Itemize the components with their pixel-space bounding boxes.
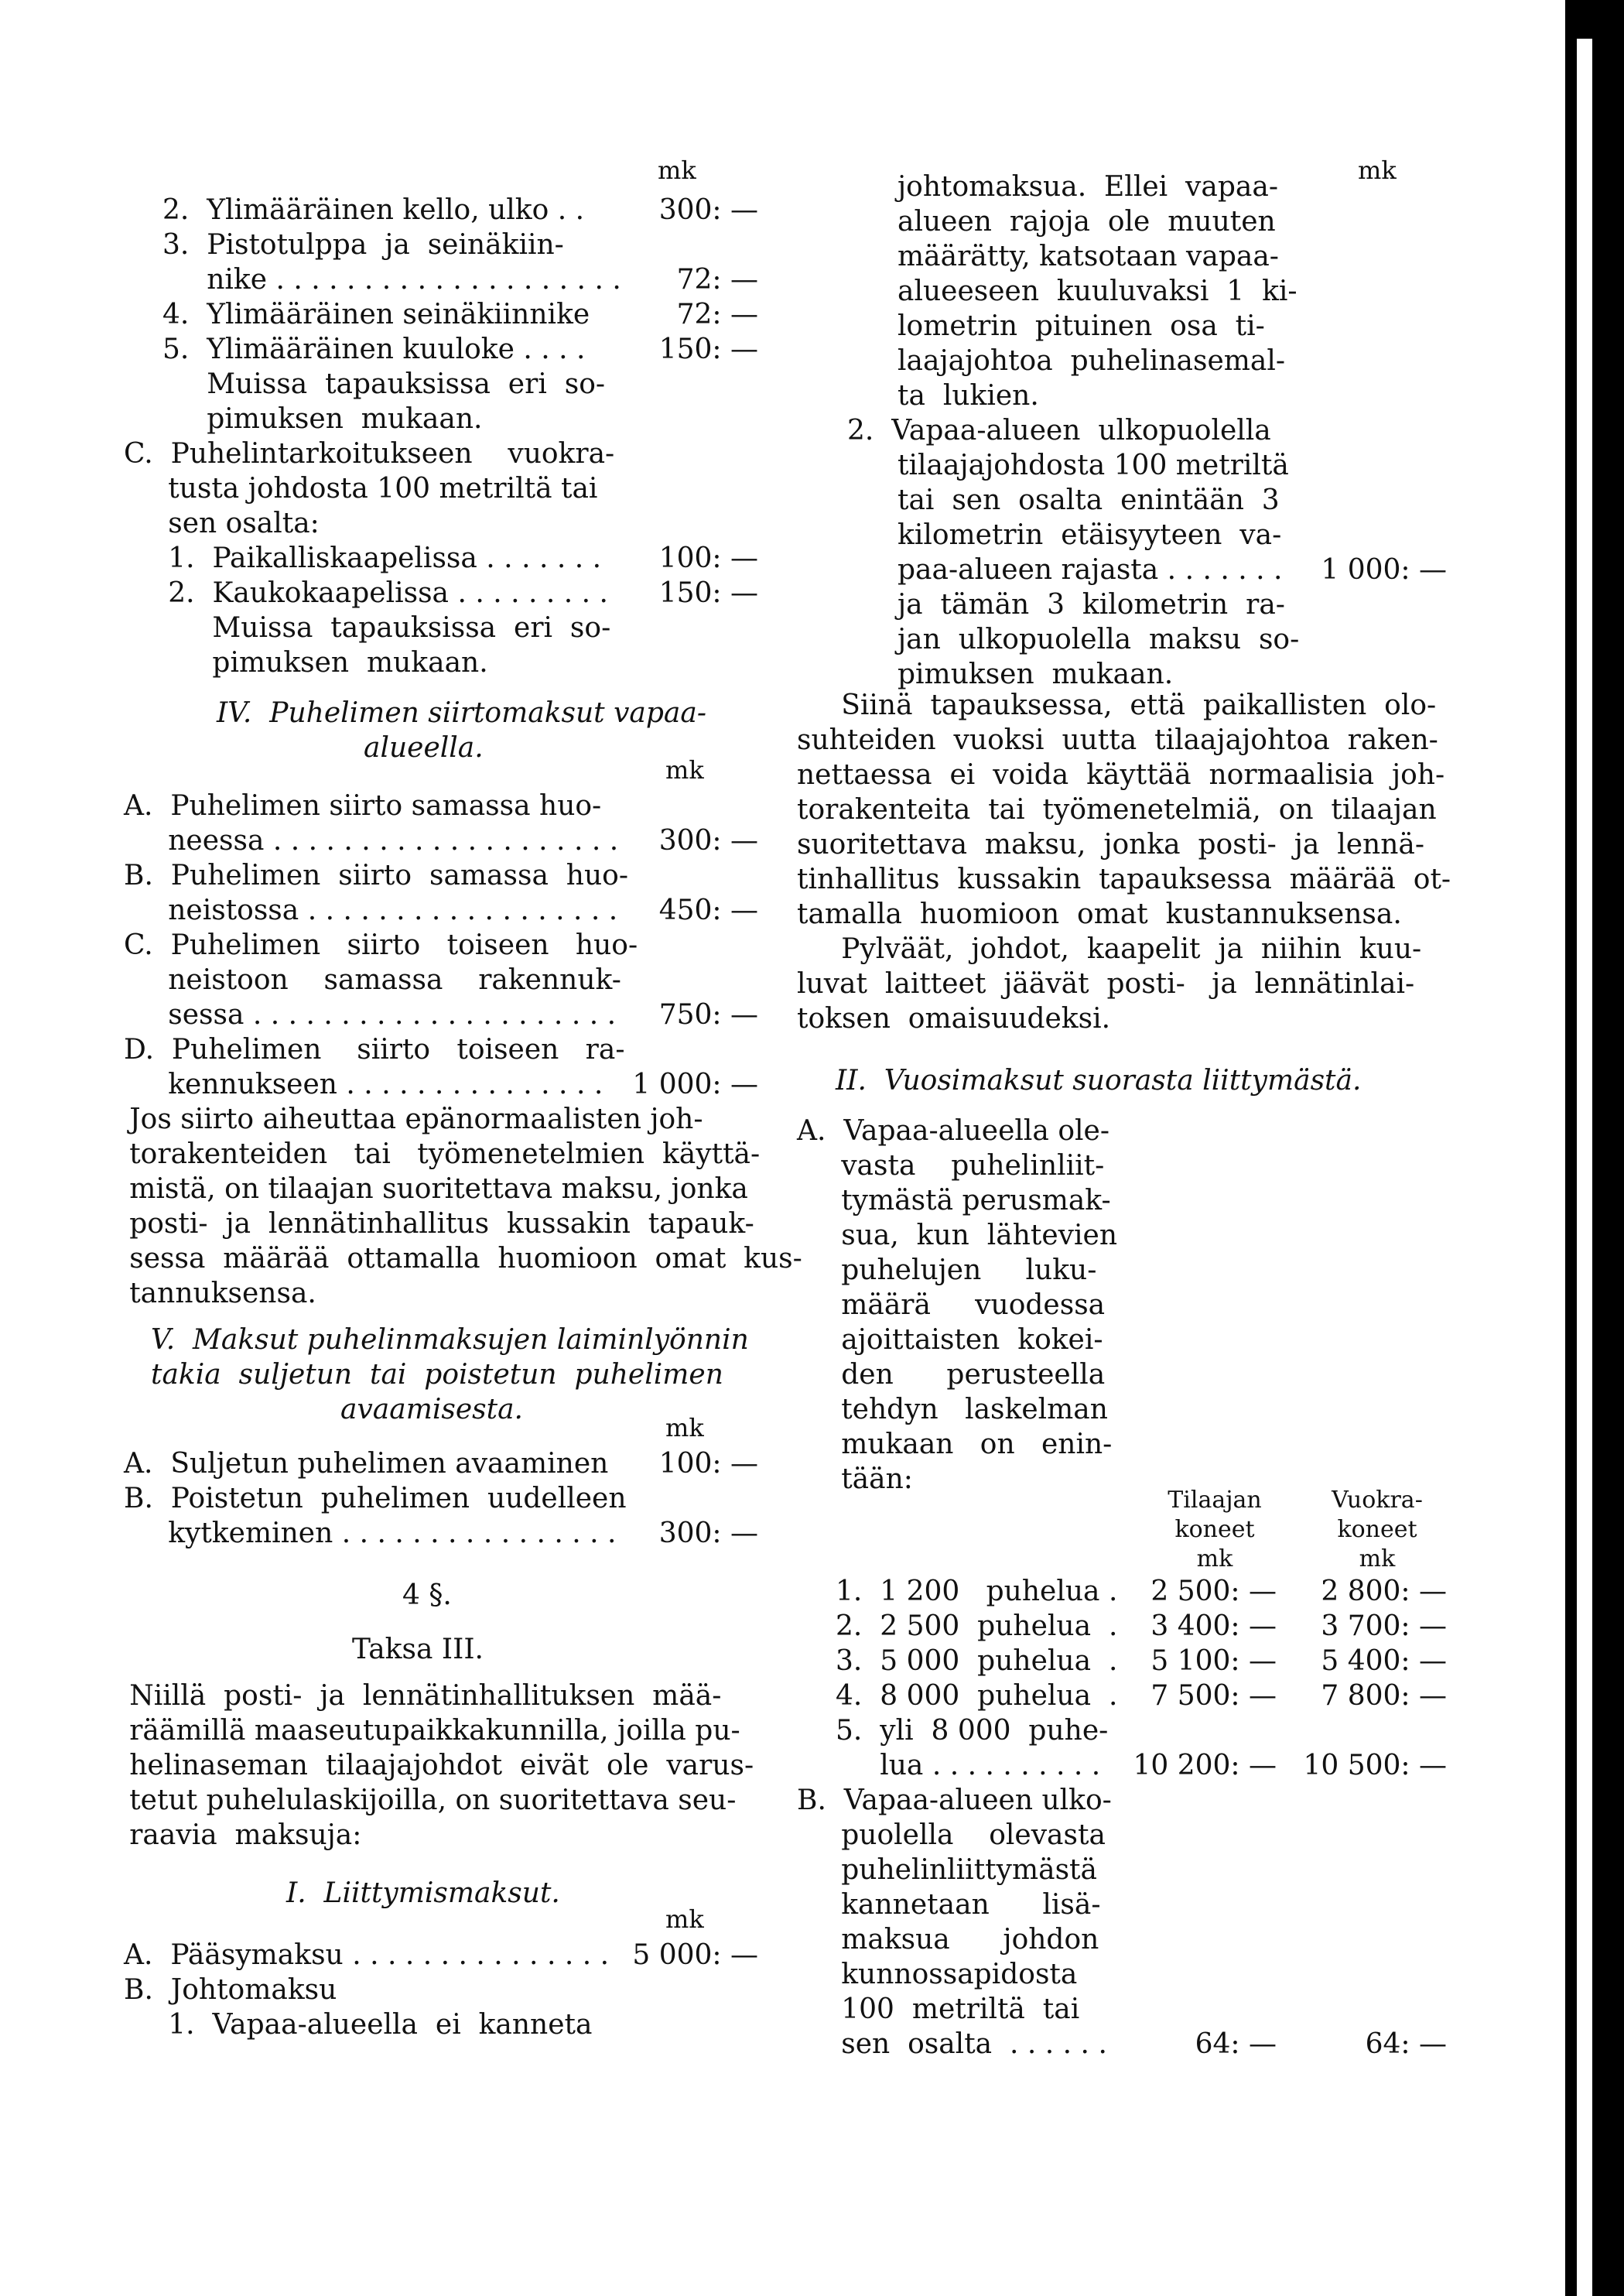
paragraph-line: tetut puhelulaskijoilla, on suoritettava seu-	[85, 1784, 737, 1816]
text-line: tehdyn laskelman	[797, 1394, 1108, 1425]
text-line: sua, kun lähtevien	[797, 1220, 1118, 1251]
text-line: Muissa tapauksissa eri so-	[124, 612, 611, 644]
paragraph-line: mistä, on tilaajan suoritettava maksu, jonka	[85, 1173, 748, 1205]
paragraph-line: Niillä posti- ja lennätinhallituksen mää-	[85, 1680, 722, 1712]
table-cell: 7 800: —	[1321, 1680, 1447, 1712]
text-line: 1. Vapaa-alueella ei kanneta	[124, 2009, 593, 2041]
table-cell: 3 400: —	[1150, 1610, 1277, 1642]
amount: 72: —	[676, 264, 758, 296]
text-line: määrätty, katsotaan vapaa-	[897, 241, 1279, 272]
column-header-tilaajan	[1137, 1486, 1292, 1574]
paragraph-line: torakenteita tai työmenetelmiä, on tilaajan	[797, 794, 1437, 826]
table-cell: 5 100: —	[1150, 1645, 1277, 1677]
paragraph-line: tinhallitus kussakin tapauksessa määrää ot-	[797, 864, 1451, 895]
table-row-label: 3. 5 000 puhelua .	[836, 1645, 1118, 1677]
paragraph-line: luvat laitteet jäävät posti- ja lennätinlai-	[797, 968, 1415, 1000]
text-line: sen osalta . . . . . .	[797, 2028, 1107, 2060]
text-line: puhelinliittymästä	[797, 1854, 1097, 1886]
text-line: nike . . . . . . . . . . . . . . . . . . . .	[162, 264, 621, 296]
table-cell: 10 200: —	[1133, 1750, 1277, 1781]
paragraph-line: toksen omaisuudeksi.	[797, 1003, 1111, 1035]
text-line: tymästä perusmak-	[797, 1185, 1111, 1216]
section-heading: I. Liittymismaksut.	[286, 1877, 560, 1909]
amount: 300: —	[658, 194, 758, 226]
text-line: tilaajajohdosta 100 metriltä	[897, 450, 1289, 481]
text-line: kunnossapidosta	[797, 1959, 1078, 1990]
mk-unit-header: mk	[658, 156, 696, 185]
column-header-line: mk	[1196, 1545, 1233, 1572]
table-row-label: 4. 8 000 puhelua .	[836, 1680, 1118, 1712]
section-heading: V. Maksut puhelinmaksujen laiminlyönnin	[151, 1324, 749, 1356]
table-row-label: 2. 2 500 puhelua .	[836, 1610, 1118, 1642]
table-cell: 10 500: —	[1303, 1750, 1447, 1781]
text-line: kannetaan lisä-	[797, 1889, 1101, 1921]
paragraph-line: tamalla huomioon omat kustannuksensa.	[797, 898, 1402, 930]
text-line: määrä vuodessa	[797, 1289, 1106, 1321]
text-line: A. Vapaa-alueella ole-	[797, 1115, 1109, 1147]
tariff-heading: Taksa III.	[352, 1634, 484, 1665]
amount: 100: —	[658, 542, 758, 574]
text-line: B. Puhelimen siirto samassa huo-	[124, 860, 629, 891]
text-line: sen osalta:	[124, 508, 320, 539]
text-line: pimuksen mukaan.	[162, 403, 483, 435]
scan-border	[1565, 0, 1624, 2296]
table-row-label: 1. 1 200 puhelua .	[836, 1576, 1118, 1607]
text-line: B. Vapaa-alueen ulko-	[797, 1784, 1112, 1816]
paragraph-line: helinaseman tilaajajohdot eivät ole varus-	[85, 1750, 754, 1781]
amount: 1 000: —	[632, 1069, 758, 1100]
text-line: alueen rajoja ole muuten	[897, 206, 1276, 238]
paragraph-line: tannuksensa.	[85, 1278, 316, 1309]
text-line: tään:	[797, 1463, 913, 1495]
amount: 750: —	[658, 999, 758, 1031]
paragraph-line: torakenteiden tai työmenetelmien käyttä-	[85, 1138, 761, 1170]
table-row-label: 5. yli 8 000 puhe-	[836, 1715, 1109, 1747]
table-row-label: lua . . . . . . . . . .	[836, 1750, 1101, 1781]
paragraph-number: 4 §.	[402, 1579, 452, 1611]
text-line: D. Puhelimen siirto toiseen ra-	[124, 1034, 625, 1066]
text-line: neessa . . . . . . . . . . . . . . . . . . . .	[124, 825, 619, 857]
paragraph-line: suhteiden vuoksi uutta tilaajajohtoa raken-	[797, 724, 1438, 756]
table-cell: 2 500: —	[1150, 1576, 1277, 1607]
mk-unit-header: mk	[665, 1904, 704, 1934]
paragraph-line: Jos siirto aiheuttaa epänormaalisten joh-	[85, 1104, 703, 1135]
amount: 100: —	[658, 1448, 758, 1480]
text-line: maksua johdon	[797, 1924, 1099, 1956]
text-line: kytkeminen . . . . . . . . . . . . . . . .	[124, 1518, 617, 1549]
text-line: tusta johdosta 100 metriltä tai	[124, 473, 598, 505]
paragraph-line: räämillä maaseutupaikkakunnilla, joilla pu-	[85, 1715, 740, 1747]
text-line: kilometrin etäisyyteen va-	[897, 519, 1282, 551]
scan-edge-strip	[1577, 39, 1592, 2296]
amount: 5 000: —	[632, 1939, 758, 1971]
text-line: neistossa . . . . . . . . . . . . . . . . . .	[124, 895, 618, 926]
text-line: 2. Ylimääräinen kello, ulko . .	[162, 194, 585, 226]
text-line: Muissa tapauksissa eri so-	[162, 368, 606, 400]
text-line: 3. Pistotulppa ja seinäkiin-	[162, 229, 564, 261]
column-header-vuokra	[1300, 1486, 1455, 1574]
text-line: 4. Ylimääräinen seinäkiinnike	[162, 299, 590, 330]
text-line: pimuksen mukaan.	[124, 647, 488, 679]
section-heading: IV. Puhelimen siirtomaksut vapaa-	[217, 697, 707, 729]
text-line: johtomaksua. Ellei vapaa-	[897, 171, 1278, 203]
text-line: kennukseen . . . . . . . . . . . . . . .	[124, 1069, 603, 1100]
text-line: C. Puhelintarkoitukseen vuokra-	[124, 438, 615, 470]
text-line: alueeseen kuuluvaksi 1 ki-	[897, 275, 1297, 307]
text-line: ta lukien.	[897, 380, 1039, 412]
paragraph-line: suoritettava maksu, jonka posti- ja lennä-	[797, 829, 1425, 861]
text-line: puolella olevasta	[797, 1819, 1106, 1851]
text-line: den perusteella	[797, 1359, 1106, 1391]
amount: 72: —	[676, 299, 758, 330]
column-header-line: koneet	[1337, 1516, 1417, 1543]
paragraph-line: sessa määrää ottamalla huomioon omat kus-	[85, 1243, 802, 1275]
table-cell: 5 400: —	[1321, 1645, 1447, 1677]
text-line: tai sen osalta enintään 3	[897, 484, 1280, 516]
table-cell: 2 800: —	[1321, 1576, 1447, 1607]
section-heading: II. Vuosimaksut suorasta liittymästä.	[836, 1065, 1362, 1097]
section-heading: alueella.	[364, 732, 484, 764]
text-line: 100 metriltä tai	[797, 1993, 1080, 2025]
text-line: sessa . . . . . . . . . . . . . . . . . . . . .	[124, 999, 617, 1031]
text-line: mukaan on enin-	[797, 1429, 1113, 1460]
table-cell: 7 500: —	[1150, 1680, 1277, 1712]
text-line: B. Johtomaksu	[124, 1974, 337, 2006]
text-line: ja tämän 3 kilometrin ra-	[897, 589, 1285, 621]
text-line: 2. Vapaa-alueen ulkopuolella	[847, 415, 1271, 447]
text-line: paa-alueen rajasta . . . . . . .	[897, 554, 1283, 586]
text-line: vasta puhelinliit-	[797, 1150, 1105, 1182]
amount: 450: —	[658, 895, 758, 926]
mk-unit-header: mk	[1358, 156, 1397, 185]
mk-unit-header: mk	[665, 1413, 704, 1442]
text-line: A. Suljetun puhelimen avaaminen	[124, 1448, 609, 1480]
text-line: A. Puhelimen siirto samassa huo-	[124, 790, 602, 822]
text-line: C. Puhelimen siirto toiseen huo-	[124, 929, 638, 961]
text-line: 5. Ylimääräinen kuuloke . . . .	[162, 334, 586, 365]
table-cell: 64: —	[1195, 2028, 1277, 2060]
text-line: pimuksen mukaan.	[897, 659, 1174, 690]
text-line: laajajohtoa puhelinasemal-	[897, 345, 1286, 377]
column-header-line: Vuokra-	[1332, 1487, 1423, 1514]
text-line: A. Pääsymaksu . . . . . . . . . . . . . . .	[124, 1939, 610, 1971]
text-line: puhelujen luku-	[797, 1254, 1097, 1286]
text-line: jan ulkopuolella maksu so-	[897, 624, 1300, 655]
text-line: 2. Kaukokaapelissa . . . . . . . . .	[124, 577, 608, 609]
paragraph-line: Pylväät, johdot, kaapelit ja niihin kuu-	[797, 933, 1422, 965]
section-heading: avaamisesta.	[340, 1394, 524, 1425]
section-heading: takia suljetun tai poistetun puhelimen	[151, 1359, 723, 1391]
text-line: lometrin pituinen osa ti-	[897, 310, 1265, 342]
text-line: neistoon samassa rakennuk-	[124, 964, 621, 996]
text-line: B. Poistetun puhelimen uudelleen	[124, 1483, 627, 1514]
paragraph-line: nettaessa ei voida käyttää normaalisia joh-	[797, 759, 1445, 791]
amount: 300: —	[658, 1518, 758, 1549]
column-header-line: koneet	[1174, 1516, 1255, 1543]
paragraph-line: raavia maksuja:	[85, 1819, 362, 1851]
column-header-line: Tilaajan	[1168, 1487, 1262, 1514]
text-line: ajoittaisten kokei-	[797, 1324, 1103, 1356]
paragraph-line: posti- ja lennätinhallitus kussakin tapauk-	[85, 1208, 754, 1240]
amount: 150: —	[658, 577, 758, 609]
text-line: 1. Paikalliskaapelissa . . . . . . .	[124, 542, 602, 574]
table-cell: 3 700: —	[1321, 1610, 1447, 1642]
amount: 300: —	[658, 825, 758, 857]
amount: 150: —	[658, 334, 758, 365]
column-header-line: mk	[1359, 1545, 1396, 1572]
table-cell: 64: —	[1365, 2028, 1447, 2060]
amount: 1 000: —	[1321, 554, 1447, 586]
paragraph-line: Siinä tapauksessa, että paikallisten olo-	[797, 689, 1437, 721]
mk-unit-header: mk	[665, 755, 704, 785]
